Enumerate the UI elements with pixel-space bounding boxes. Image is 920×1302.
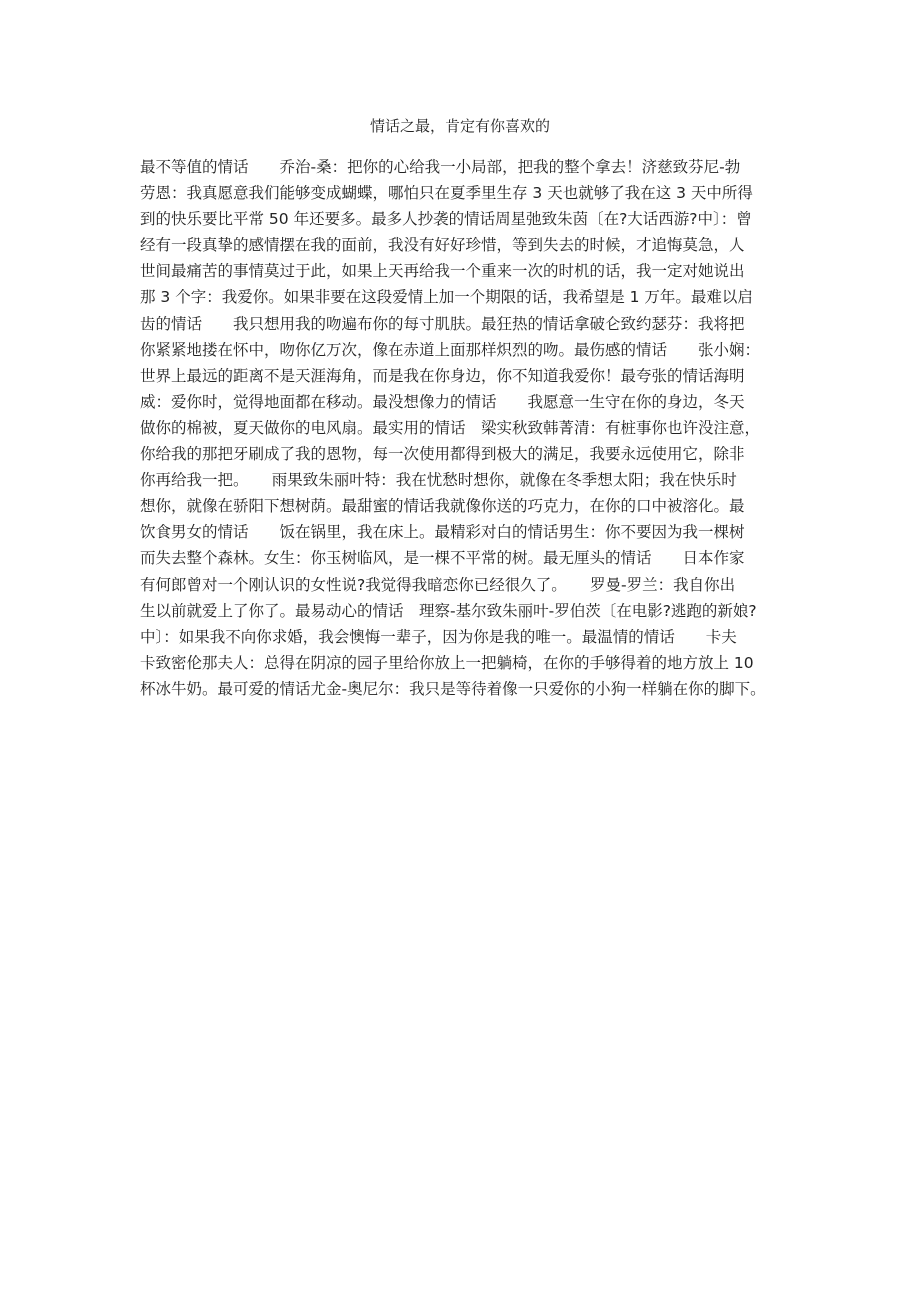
text-line: 世间最痛苦的事情莫过于此，如果上天再给我一个重来一次的时机的话，我一定对她说出 <box>140 262 745 281</box>
text-line: 中〕：如果我不向你求婚，我会懊悔一辈子，因为你是我的唯一。最温情的情话 卡夫 <box>140 627 737 646</box>
text-line: 劳恩：我真愿意我们能够变成蝴蝶，哪怕只在夏季里生存 3 天也就够了我在这 3 天中所得 <box>140 184 753 203</box>
text-line: 而失去整个森林。女生：你玉树临风，是一棵不平常的树。最无厘头的情话 日本作家 <box>140 549 745 568</box>
document-title: 情话之最，肯定有你喜欢的 <box>369 117 550 135</box>
text-line: 世界上最远的距离不是天涯海角，而是我在你身边，你不知道我爱你！最夸张的情话海明 <box>140 366 745 385</box>
text-line: 威：爱你时，觉得地面都在移动。最没想像力的情话 我愿意一生守在你的身边，冬天 <box>140 392 745 411</box>
text-line: 你紧紧地搂在怀中，吻你亿万次，像在赤道上面那样炽烈的吻。最伤感的情话 张小娴： <box>140 340 761 359</box>
document-body <box>140 154 800 702</box>
text-line: 你给我的那把牙刷成了我的恩物，每一次使用都得到极大的满足，我要永远使用它，除非 <box>140 445 745 464</box>
text-line: 饮食男女的情话 饭在锅里，我在床上。最精彩对白的情话男生：你不要因为我一棵树 <box>140 523 745 542</box>
text-line: 想你，就像在骄阳下想树荫。最甜蜜的情话我就像你送的巧克力，在你的口中被溶化。最 <box>140 497 745 516</box>
text-line: 那 3 个字：我爱你。如果非要在这段爱情上加一个期限的话，我希望是 1 万年。最难以启 <box>140 288 753 307</box>
text-line: 有何郎曾对一个刚认识的女性说?我觉得我暗恋你已经很久了。 罗曼-罗兰：我自你出 <box>140 575 736 594</box>
text-line: 做你的棉被，夏天做你的电风扇。最实用的情话 梁实秋致韩菁清：有桩事你也许没注意， <box>140 418 761 437</box>
text-line: 齿的情话 我只想用我的吻遍布你的每寸肌肤。最狂热的情话拿破仑致约瑟芬：我将把 <box>140 314 745 333</box>
text-line: 卡致密伦那夫人：总得在阴凉的园子里给你放上一把躺椅，在你的手够得着的地方放上 10 <box>140 653 754 672</box>
text-line: 生以前就爱上了你了。最易动心的情话 理察-基尔致朱丽叶-罗伯茨〔在电影?逃跑的新娘? <box>140 601 757 620</box>
text-line: 最不等值的情话 乔治-桑：把你的心给我一小局部，把我的整个拿去！济慈致芬尼-勃 <box>140 158 741 176</box>
text-line: 你再给我一把。 雨果致朱丽叶特：我在忧愁时想你，就像在冬季想太阳；我在快乐时 <box>140 471 737 490</box>
text-line: 到的快乐要比平常 50 年还要多。最多人抄袭的情话周星弛致朱茵〔在?大话西游?中〕：曾 <box>140 210 752 229</box>
text-line: 经有一段真挚的感情摆在我的面前，我没有好好珍惜，等到失去的时候，才追悔莫急，人 <box>140 236 745 255</box>
text-line: 杯冰牛奶。最可爱的情话尤金-奥尼尔：我只是等待着像一只爱你的小狗一样躺在你的脚下。 <box>140 679 766 698</box>
